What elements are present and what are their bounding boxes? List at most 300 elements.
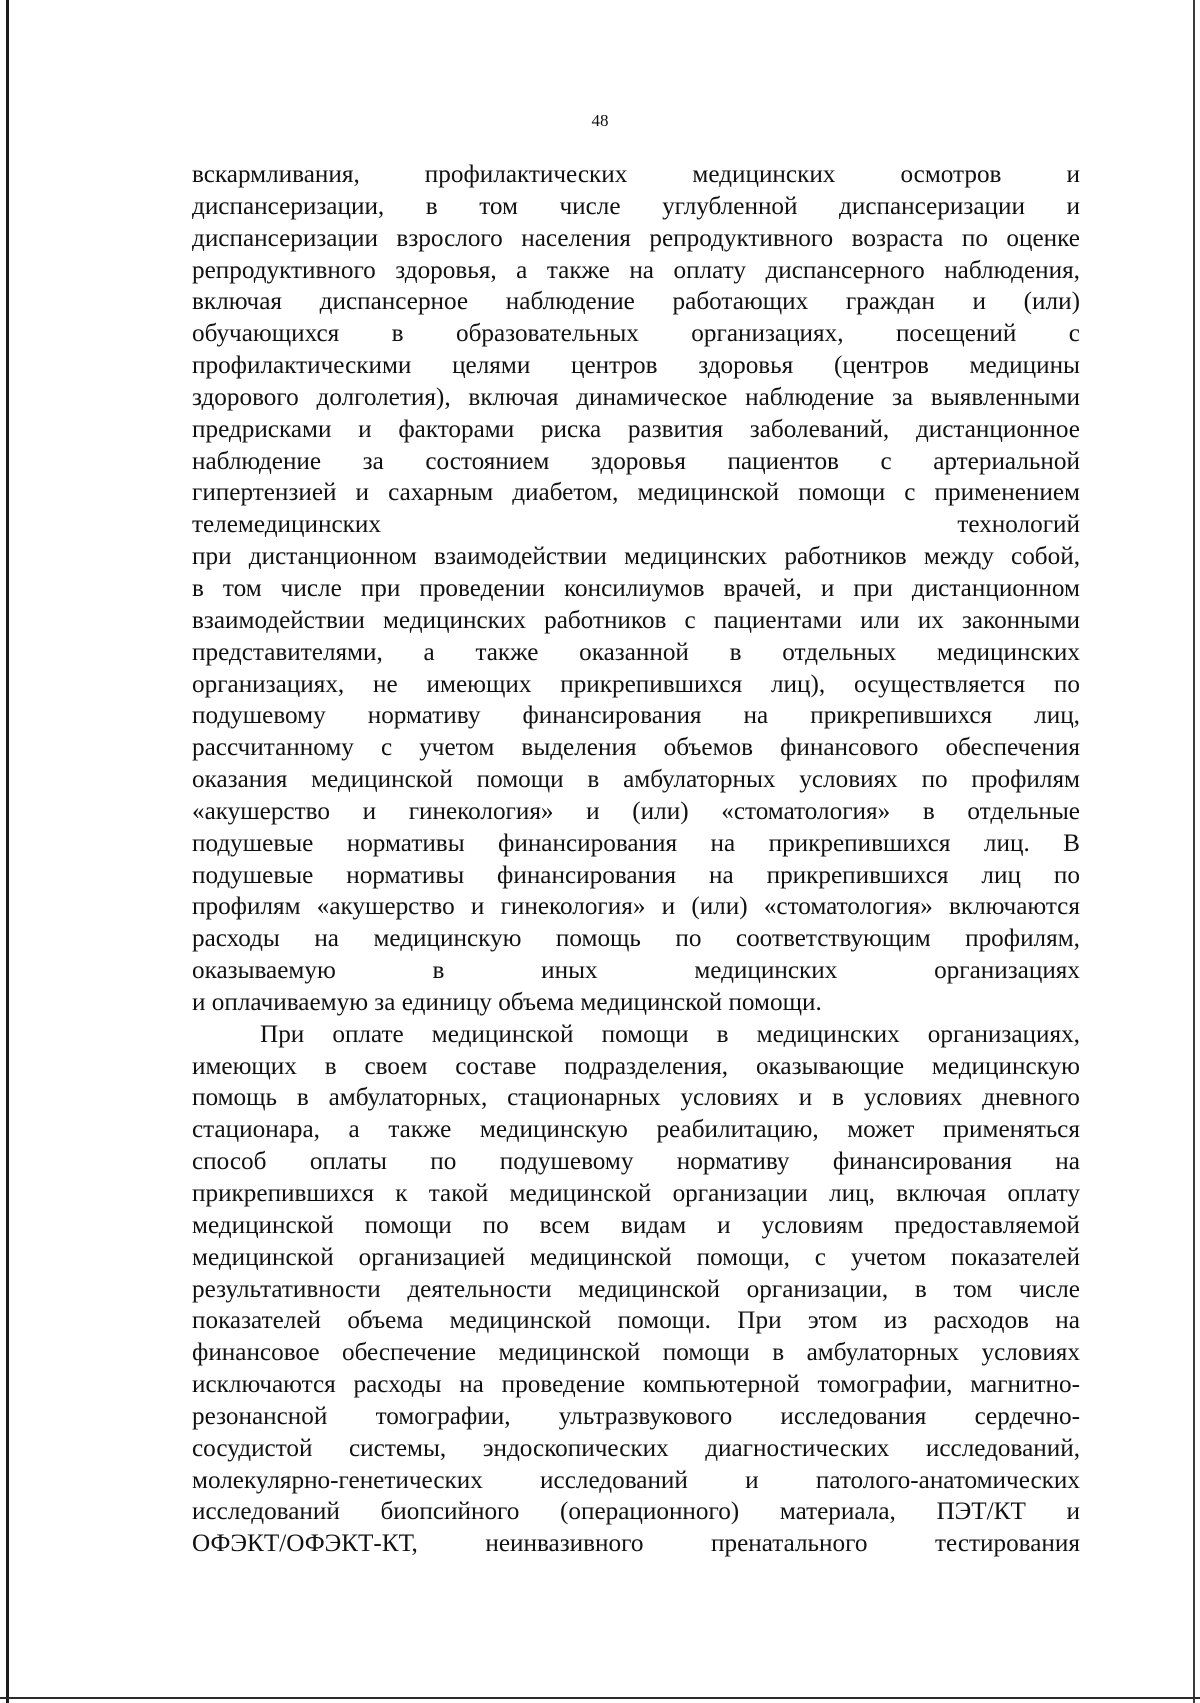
word: при xyxy=(853,574,893,602)
word: и xyxy=(661,893,676,921)
word: финансовое xyxy=(192,1339,320,1367)
word: выявленными xyxy=(930,383,1080,411)
word: по xyxy=(430,1148,457,1176)
word: наблюдения, xyxy=(944,256,1080,284)
word: медицинских xyxy=(694,957,838,985)
word: а xyxy=(423,638,435,666)
word: на xyxy=(1055,1148,1080,1176)
word: медицинских xyxy=(382,606,526,634)
word: рассчитанному xyxy=(192,734,354,762)
word: (или) xyxy=(691,893,748,921)
text-line xyxy=(192,573,1080,605)
word: показателей xyxy=(950,1243,1080,1271)
word: технологий xyxy=(957,511,1080,539)
word: по xyxy=(921,766,948,794)
word: тестирования xyxy=(935,1530,1080,1558)
word: лиц, xyxy=(1034,702,1080,730)
text-line xyxy=(192,382,1080,414)
word: такой xyxy=(428,1180,489,1207)
word: за xyxy=(362,447,384,475)
word: в xyxy=(324,1052,337,1080)
word: помощи xyxy=(662,1339,750,1367)
word: учетом xyxy=(850,1243,927,1271)
word: оплаты xyxy=(309,1148,387,1176)
word: составе xyxy=(455,1052,537,1080)
text-line xyxy=(192,1369,1080,1401)
word: артериальной xyxy=(933,447,1080,475)
word: по xyxy=(1053,861,1080,889)
word: наблюдение xyxy=(745,383,875,411)
word: на xyxy=(710,829,736,857)
text-line xyxy=(192,414,1080,446)
word: медицинскую xyxy=(931,1052,1080,1080)
word: лиц, xyxy=(829,1180,875,1207)
word: включая xyxy=(192,288,282,316)
word: медицинской xyxy=(431,1020,574,1048)
word: на xyxy=(629,256,654,284)
text-line xyxy=(192,509,1080,541)
word: организации xyxy=(672,1180,808,1207)
word: по xyxy=(961,224,988,252)
word: организациях, xyxy=(927,1020,1080,1048)
word: и xyxy=(358,415,372,443)
word: включая xyxy=(468,383,559,411)
word: работников xyxy=(784,543,907,571)
text-line xyxy=(192,605,1080,637)
text-line xyxy=(192,1401,1080,1433)
word: помощи xyxy=(476,766,564,794)
word: профилактических xyxy=(424,161,628,188)
word: компьютерной xyxy=(642,1371,800,1399)
word: в xyxy=(425,192,438,220)
text-line xyxy=(192,732,1080,764)
word: нормативу xyxy=(367,702,481,730)
word: эндоскопических xyxy=(482,1434,669,1462)
word: пациентами xyxy=(713,606,842,634)
word: в xyxy=(296,1084,309,1112)
word: неинвазивного xyxy=(485,1530,644,1558)
word: иных xyxy=(541,957,598,985)
word: числе xyxy=(559,192,621,220)
word: имеющих xyxy=(426,670,532,698)
word: и xyxy=(745,1466,759,1494)
word: расходов xyxy=(933,1307,1029,1335)
word: молекулярно-генетических xyxy=(192,1466,483,1494)
word: между xyxy=(923,543,994,571)
text-line xyxy=(192,1146,1080,1178)
word: и xyxy=(586,797,600,825)
word: прикрепившихся xyxy=(768,829,951,857)
word: также xyxy=(475,638,539,666)
word: пренатального xyxy=(711,1530,868,1558)
word: условиях xyxy=(863,1084,963,1112)
text-line xyxy=(192,1528,1080,1560)
word: финансирования xyxy=(832,1148,1012,1176)
word: медицинских xyxy=(936,638,1080,666)
text-line xyxy=(192,286,1080,318)
word: дневного xyxy=(982,1084,1080,1112)
word: медицинской xyxy=(192,1243,334,1271)
word: в xyxy=(391,320,404,348)
word: амбулаторных xyxy=(623,766,776,794)
text-line xyxy=(192,1210,1080,1242)
word: с xyxy=(380,734,393,762)
word: центров xyxy=(570,352,658,380)
word: телемедицинских xyxy=(192,511,381,539)
word: долголетия), xyxy=(316,383,451,411)
word: в xyxy=(716,1020,729,1048)
word: на xyxy=(743,702,769,730)
word: работников xyxy=(544,606,667,634)
word: проведении xyxy=(419,574,546,602)
word: развития xyxy=(627,415,724,443)
text-line xyxy=(192,637,1080,669)
word: условиям xyxy=(761,1211,864,1239)
word: амбулаторных xyxy=(806,1339,960,1367)
word: предоставляемой xyxy=(894,1211,1080,1239)
word: и xyxy=(717,1211,731,1239)
word: видам xyxy=(620,1211,687,1239)
word: сосудистой xyxy=(192,1434,313,1462)
word: расходы xyxy=(192,925,280,953)
word: оказываемую xyxy=(192,957,336,985)
word: может xyxy=(847,1116,915,1144)
word: объема xyxy=(347,1307,424,1335)
word: результативности xyxy=(192,1275,381,1303)
word: обучающихся xyxy=(192,320,340,348)
word: деятельности xyxy=(407,1275,552,1303)
word: медицинской xyxy=(529,1243,672,1271)
word: целями xyxy=(452,352,531,380)
word: имеющих xyxy=(192,1052,297,1080)
word: дистанционное xyxy=(915,415,1080,443)
text-line xyxy=(192,700,1080,732)
word: (операционного) xyxy=(559,1498,740,1526)
word: организациях xyxy=(934,957,1080,985)
word: при xyxy=(360,574,401,602)
word: помощь xyxy=(192,1084,278,1112)
word: сахарным xyxy=(388,479,494,507)
word: оплату xyxy=(1007,1180,1080,1207)
text-line xyxy=(192,669,1080,701)
word: числе xyxy=(1018,1275,1080,1303)
word: риска xyxy=(540,415,602,443)
word: представителями, xyxy=(192,638,383,666)
word: организацией xyxy=(358,1243,506,1271)
word: этом xyxy=(807,1307,858,1335)
text-line xyxy=(192,255,1080,287)
word: помощи. xyxy=(617,1307,711,1335)
word: прикрепившихся xyxy=(766,861,949,889)
word: гипертензией xyxy=(192,479,337,507)
word: организациях, xyxy=(691,320,844,348)
text-line xyxy=(192,828,1080,860)
word: оказания xyxy=(192,766,288,794)
word: факторами xyxy=(398,415,515,443)
word: образовательных xyxy=(455,320,639,348)
word: применением xyxy=(934,479,1080,507)
word: медицинскую xyxy=(373,925,522,953)
page-number: 48 xyxy=(591,111,609,130)
word: не xyxy=(373,670,398,698)
word: а xyxy=(516,256,528,284)
text-line xyxy=(192,1019,1080,1051)
word: по xyxy=(675,925,702,953)
word: способ xyxy=(192,1148,267,1176)
text-line xyxy=(192,1496,1080,1528)
word: возраста xyxy=(851,224,944,252)
word: финансирования xyxy=(497,861,677,889)
word: нормативу xyxy=(676,1148,790,1176)
text-line xyxy=(192,223,1080,255)
word: проведение xyxy=(501,1371,626,1399)
word: «стоматология» xyxy=(721,797,891,825)
word: наблюдение xyxy=(505,288,635,316)
word: на xyxy=(709,861,734,889)
text-line xyxy=(192,477,1080,509)
word: дистанционном xyxy=(911,574,1080,602)
word: финансового xyxy=(780,734,919,762)
word: организациях, xyxy=(192,670,345,698)
text-line xyxy=(192,350,1080,382)
word: включая xyxy=(896,1180,987,1207)
word: ПЭТ/КТ xyxy=(936,1498,1026,1526)
word: (или) xyxy=(1023,288,1080,316)
text-line xyxy=(192,1305,1080,1337)
text-line xyxy=(192,1274,1080,1306)
word: лиц xyxy=(981,861,1021,889)
text-line xyxy=(192,923,1080,955)
word: включаются xyxy=(948,893,1080,921)
scan-border-left xyxy=(6,0,9,1703)
word: собой, xyxy=(1011,543,1080,571)
word: и xyxy=(470,893,485,921)
word: из xyxy=(883,1307,908,1335)
document-body xyxy=(192,159,1080,1560)
word: подушевому xyxy=(499,1148,634,1176)
word: и xyxy=(362,797,377,825)
text-line xyxy=(192,191,1080,223)
word: амбулаторных, xyxy=(328,1084,488,1112)
word: репродуктивного xyxy=(649,224,834,252)
word: гинекология» xyxy=(408,797,554,825)
text-line xyxy=(192,446,1080,478)
word: прикрепившихся xyxy=(810,702,993,730)
word: показателей xyxy=(192,1307,321,1335)
word: наблюдение xyxy=(192,447,322,475)
word: законными xyxy=(961,606,1080,634)
word: также xyxy=(546,256,610,284)
text-line xyxy=(192,1337,1080,1369)
word: (или) xyxy=(632,797,689,825)
word: томографии, xyxy=(375,1402,511,1430)
word: в xyxy=(832,1084,844,1112)
word: и xyxy=(820,574,835,602)
word: по xyxy=(1053,670,1080,698)
word: (центров xyxy=(833,352,929,380)
word: биопсийного xyxy=(380,1498,520,1526)
word: числе xyxy=(280,574,342,602)
word: осмотров xyxy=(900,161,1002,188)
word: пациентов xyxy=(727,447,839,475)
word: углубленной xyxy=(662,192,798,220)
scan-border-right xyxy=(1193,0,1195,1703)
word: с xyxy=(880,447,892,475)
word: и xyxy=(1066,192,1080,220)
word: том xyxy=(222,574,262,602)
word: диспансерного xyxy=(765,256,925,284)
word: помощи xyxy=(798,479,886,507)
word: системы, xyxy=(349,1434,447,1462)
word: обеспечения xyxy=(945,734,1080,762)
word: медицинской xyxy=(449,1307,592,1335)
text-line xyxy=(192,318,1080,350)
word: условиях xyxy=(799,766,898,794)
word: отдельные xyxy=(967,797,1080,825)
word: медицинских xyxy=(692,161,836,188)
word: а xyxy=(348,1116,360,1144)
word: стационарных xyxy=(507,1084,661,1112)
word: прикрепившихся xyxy=(560,670,743,698)
word: финансирования xyxy=(522,702,702,730)
word: и xyxy=(1066,161,1080,188)
word: При xyxy=(260,1020,305,1048)
word: здоровья, xyxy=(395,256,497,284)
word: и xyxy=(972,288,986,316)
word: с xyxy=(904,479,916,507)
text-line xyxy=(192,541,1080,573)
word: медицинской xyxy=(311,766,453,794)
word: диспансеризации xyxy=(192,224,378,252)
word: в xyxy=(587,766,600,794)
text-line xyxy=(192,1433,1080,1465)
word: финансирования xyxy=(498,829,678,857)
word: репродуктивного xyxy=(192,256,376,284)
text-line xyxy=(192,955,1080,987)
word: также xyxy=(388,1116,452,1144)
word: условиях xyxy=(981,1339,1080,1367)
word: В xyxy=(1063,829,1080,857)
word: ультразвукового xyxy=(558,1402,733,1430)
word: диабетом, xyxy=(512,479,619,507)
word: медицинской xyxy=(509,1180,652,1207)
word: расходы xyxy=(353,1371,442,1399)
word: выделения xyxy=(521,734,637,762)
word: диагностических xyxy=(705,1434,890,1462)
word: соответствующим xyxy=(735,925,931,953)
word: по xyxy=(482,1211,509,1239)
word: медицины xyxy=(969,352,1080,380)
word: медицинской xyxy=(637,479,780,507)
word: консилиумов xyxy=(564,574,705,602)
word: в xyxy=(772,1339,785,1367)
word: медицинскую xyxy=(479,1116,628,1144)
word: оплату xyxy=(673,256,746,284)
word: на xyxy=(1055,1307,1080,1335)
word: реабилитацию, xyxy=(656,1116,819,1144)
word: исследований xyxy=(192,1498,340,1526)
word: нормативы xyxy=(346,829,465,857)
word: здоровья xyxy=(698,352,794,380)
word: прикрепившихся xyxy=(192,1180,374,1207)
word: и xyxy=(355,479,370,507)
word: При xyxy=(737,1307,782,1335)
word: исследований, xyxy=(925,1434,1080,1462)
word: врачей, xyxy=(723,574,802,602)
text-line xyxy=(192,1465,1080,1497)
word: профилактическими xyxy=(192,352,412,380)
word: исключаются xyxy=(192,1371,336,1399)
word: подушевые xyxy=(192,861,314,889)
word: медицинских xyxy=(624,543,768,571)
word: медицинских xyxy=(756,1020,900,1048)
word: с xyxy=(1068,320,1080,348)
word: организации, xyxy=(746,1275,889,1303)
word: «акушерство xyxy=(316,893,455,921)
word: нормативы xyxy=(346,861,465,889)
word: и xyxy=(798,1084,813,1112)
word: стационара, xyxy=(192,1116,320,1144)
word: предрисками xyxy=(192,415,332,443)
word: исследований xyxy=(540,1466,688,1494)
word: и xyxy=(1066,1498,1080,1526)
word: обеспечение xyxy=(341,1339,477,1367)
word: подразделения, xyxy=(564,1052,729,1080)
text-line xyxy=(192,159,1080,191)
word: гинекология» xyxy=(500,893,646,921)
word: дистанционном xyxy=(248,543,417,571)
text-line xyxy=(192,764,1080,796)
word: объемов xyxy=(663,734,754,762)
word: осуществляется xyxy=(854,670,1026,698)
word: учетом xyxy=(419,734,495,762)
word: диспансеризации, xyxy=(192,192,385,220)
word: помощи, xyxy=(696,1243,790,1271)
word: медицинской xyxy=(498,1339,641,1367)
word: подушевые xyxy=(192,829,314,857)
word: ОФЭКТ/ОФЭКТ-КТ, xyxy=(192,1530,418,1558)
word: с xyxy=(684,606,696,634)
word: граждан xyxy=(845,288,935,316)
word: здорового xyxy=(192,383,299,411)
word: за xyxy=(891,383,914,411)
word: их xyxy=(917,606,944,634)
text-line: и оплачиваемую за единицу объема медицинской помощи. xyxy=(192,988,822,1016)
word: подушевому xyxy=(192,702,326,730)
word: оказанной xyxy=(579,638,689,666)
word: оплате xyxy=(332,1020,404,1048)
word: патолого-анатомических xyxy=(815,1466,1080,1494)
word: вскармливания, xyxy=(192,161,360,188)
word: всем xyxy=(539,1211,590,1239)
word: профилям xyxy=(971,766,1080,794)
word: взаимодействии xyxy=(192,606,365,634)
text-line xyxy=(192,860,1080,892)
word: лиц. xyxy=(983,829,1030,857)
word: лиц), xyxy=(770,670,826,698)
text-line xyxy=(192,1082,1080,1114)
word: в xyxy=(922,797,935,825)
word: или xyxy=(860,606,900,634)
word: работающих xyxy=(672,288,809,316)
word: «стоматология» xyxy=(763,893,933,921)
word: состоянием xyxy=(425,447,550,475)
word: в xyxy=(914,1275,927,1303)
word: применяться xyxy=(942,1116,1080,1144)
word: том xyxy=(953,1275,993,1303)
word: медицинской xyxy=(578,1275,720,1303)
word: исследования xyxy=(780,1402,927,1430)
